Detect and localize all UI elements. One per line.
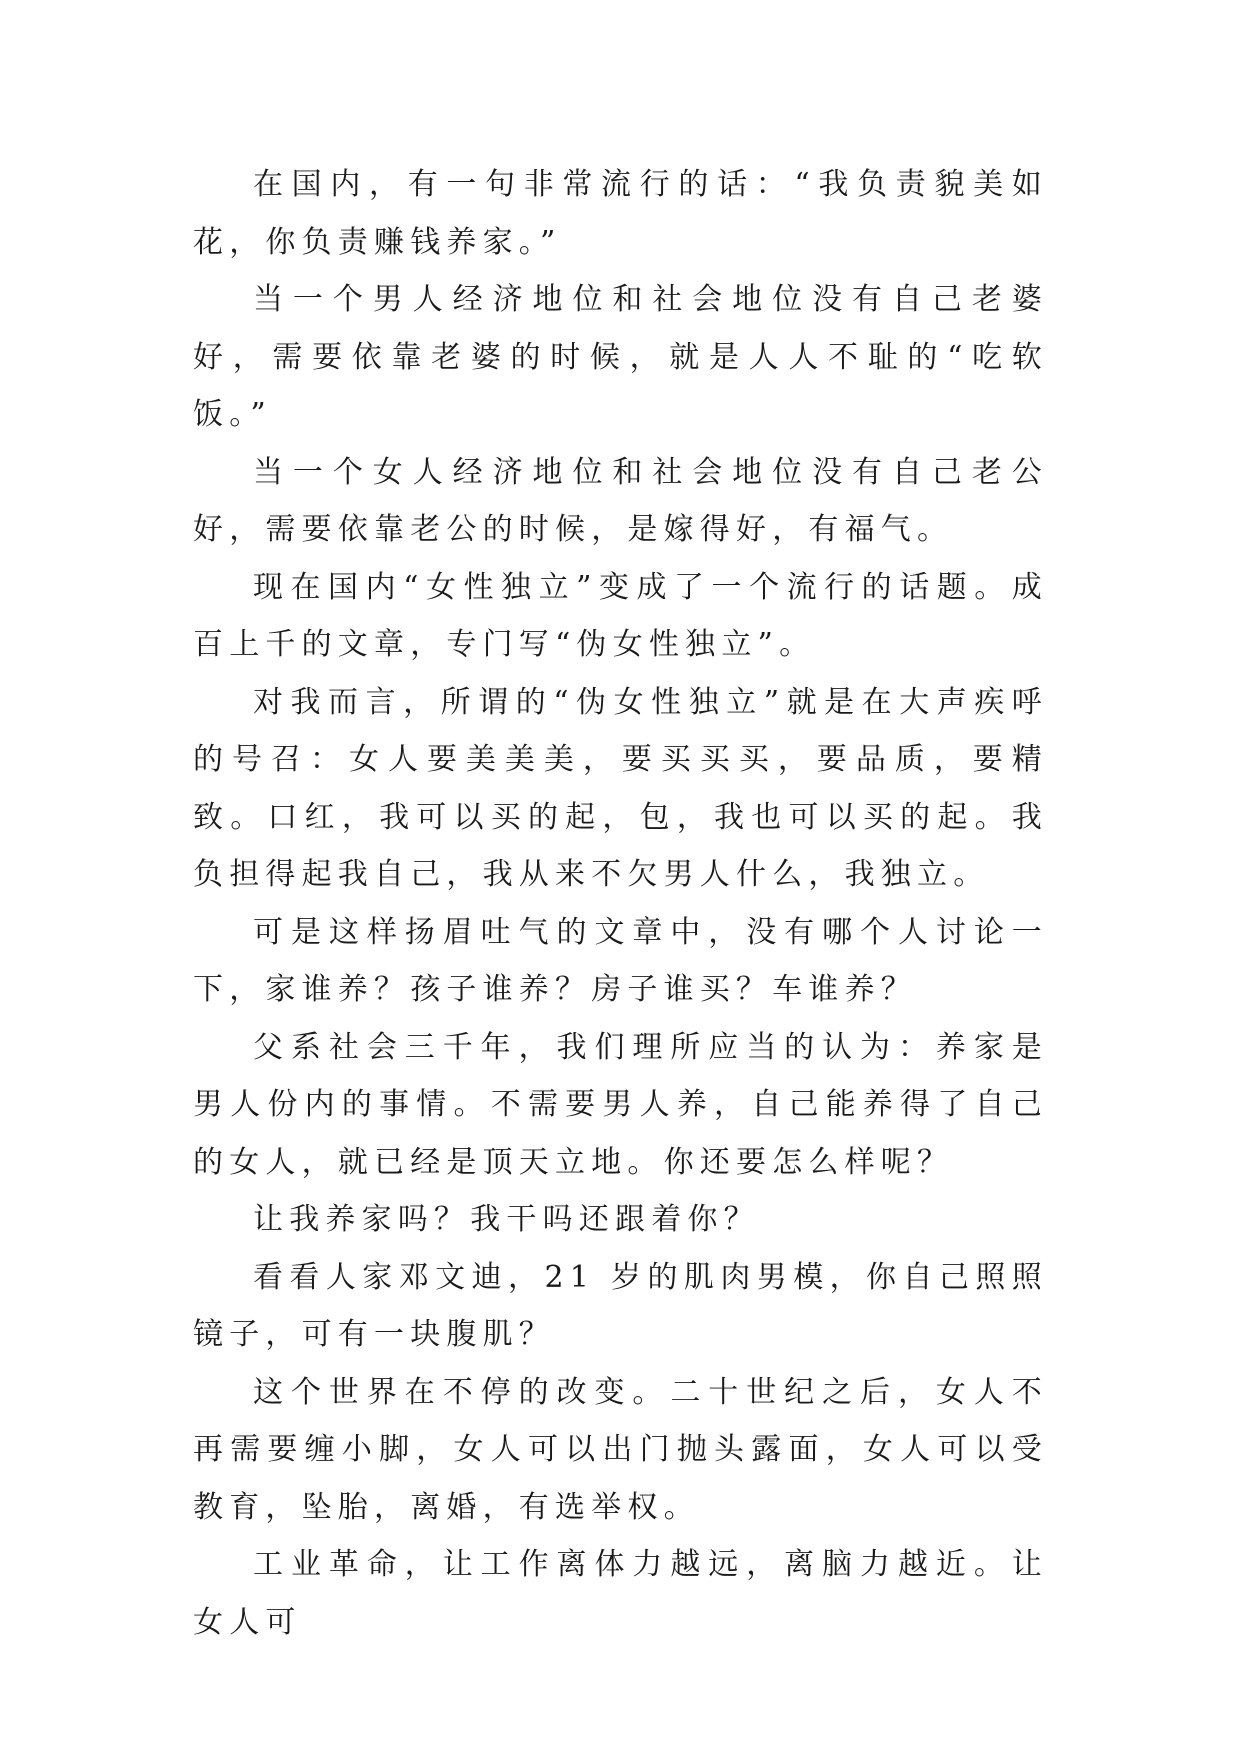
paragraph-3: 当一个女人经济地位和社会地位没有自己老公好，需要依靠老公的时候，是嫁得好，有福气。 xyxy=(193,454,1048,547)
paragraph-2: 当一个男人经济地位和社会地位没有自己老婆好，需要依靠老婆的时候，就是人人不耻的“吃软饭。” xyxy=(193,282,1048,432)
paragraph-7: 父系社会三千年，我们理所应当的认为：养家是男人份内的事情。不需要男人养，自己能养得了自己的女人，就已经是顶天立地。你还要怎么样呢？ xyxy=(193,1029,1048,1180)
paragraph-10: 这个世界在不停的改变。二十世纪之后，女人不再需要缠小脚，女人可以出门抛头露面，女人可以受教育，坠胎，离婚，有选举权。 xyxy=(193,1374,1048,1525)
paragraph-1: 在国内，有一句非常流行的话：“我负责貌美如花，你负责赚钱养家。” xyxy=(193,167,1048,260)
paragraph-11: 工业革命，让工作离体力越远，离脑力越近。让女人可 xyxy=(193,1547,1048,1640)
paragraph-8: 让我养家吗？我干吗还跟着你？ xyxy=(253,1202,760,1237)
paragraph-5: 对我而言，所谓的“伪女性独立”就是在大声疾呼的号召：女人要美美美，要买买买，要品质，要精致。口红，我可以买的起，包，我也可以买的起。我负担得起我自己，我从来不欠男人什么，我独立。 xyxy=(193,684,1048,892)
body-text xyxy=(193,156,1048,1651)
paragraph-9: 看看人家邓文迪，21 岁的肌肉男模，你自己照照镜子，可有一块腹肌？ xyxy=(193,1259,1048,1352)
paragraph-4: 现在国内“女性独立”变成了一个流行的话题。成百上千的文章，专门写“伪女性独立”。 xyxy=(193,569,1048,662)
paragraph-6: 可是这样扬眉吐气的文章中，没有哪个人讨论一下，家谁养？孩子谁养？房子谁买？车谁养？ xyxy=(193,914,1048,1007)
